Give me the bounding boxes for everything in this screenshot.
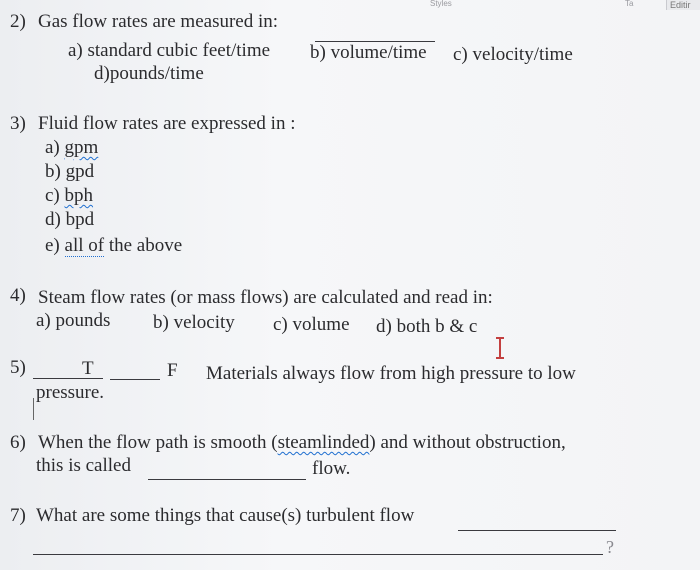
option-value: gpm: [64, 137, 99, 158]
option-d: d) both b & c: [376, 316, 478, 337]
question-number: 2): [10, 11, 26, 32]
option-prefix: a): [45, 137, 60, 158]
option-c: [45, 185, 93, 207]
question-text-line-2: this is called: [36, 455, 131, 476]
question-number: 4): [10, 285, 26, 306]
text-part: When the flow path is smooth (: [38, 432, 278, 453]
vertical-mark: [33, 398, 34, 420]
question-text-end: flow.: [312, 458, 351, 479]
option-c: c) volume: [273, 314, 350, 335]
question-text: What are some things that cause(s) turbulent flow: [36, 505, 415, 526]
option-prefix: b): [45, 161, 61, 182]
question-end-mark: ?: [606, 537, 614, 557]
option-prefix: e): [45, 235, 60, 256]
option-value: bpd: [65, 209, 95, 230]
toolbar-styles-label: Styles: [430, 0, 452, 8]
false-label: F: [167, 360, 178, 381]
toolbar-ta-label: Ta: [625, 0, 634, 8]
option-value: all of: [64, 235, 105, 256]
answer-blank[interactable]: [458, 530, 616, 531]
false-blank[interactable]: [110, 379, 160, 380]
option-value: gpd: [65, 161, 95, 182]
text-cursor-icon: [494, 337, 506, 359]
option-c: c) velocity/time: [453, 44, 573, 65]
question-text: Fluid flow rates are expressed in :: [38, 113, 296, 134]
question-text: [38, 432, 566, 454]
question-number: 3): [10, 113, 26, 134]
option-value: bph: [64, 185, 94, 206]
question-text: Gas flow rates are measured in:: [38, 11, 279, 32]
option-a: a) standard cubic feet/time: [68, 40, 271, 61]
answer-blank[interactable]: [148, 479, 306, 480]
question-number: 6): [10, 432, 26, 453]
option-prefix: c): [45, 185, 60, 206]
question-text: Steam flow rates (or mass flows) are calculated and read in:: [38, 287, 493, 308]
option-d: d)pounds/time: [94, 63, 204, 84]
true-label: T: [82, 358, 94, 379]
editor-button[interactable]: Editir: [666, 0, 700, 10]
question-number: 7): [10, 505, 26, 526]
option-d: [45, 209, 94, 231]
option-b: b) volume/time: [310, 42, 427, 63]
option-a: a) pounds: [36, 310, 111, 331]
text-part: ) and without obstruction,: [369, 432, 566, 453]
misspelled-word: steamlinded: [277, 432, 370, 453]
option-e: [45, 235, 182, 257]
question-number: 5): [10, 357, 26, 378]
option-prefix: d): [45, 209, 61, 230]
question-text-continued: pressure.: [36, 382, 105, 403]
option-b: [45, 161, 94, 183]
option-b: b) velocity: [153, 312, 235, 333]
question-text: Materials always flow from high pressure to low: [206, 363, 576, 384]
answer-blank-line-2[interactable]: [33, 554, 603, 555]
option-a: [45, 137, 98, 159]
option-suffix: the above: [108, 235, 183, 256]
